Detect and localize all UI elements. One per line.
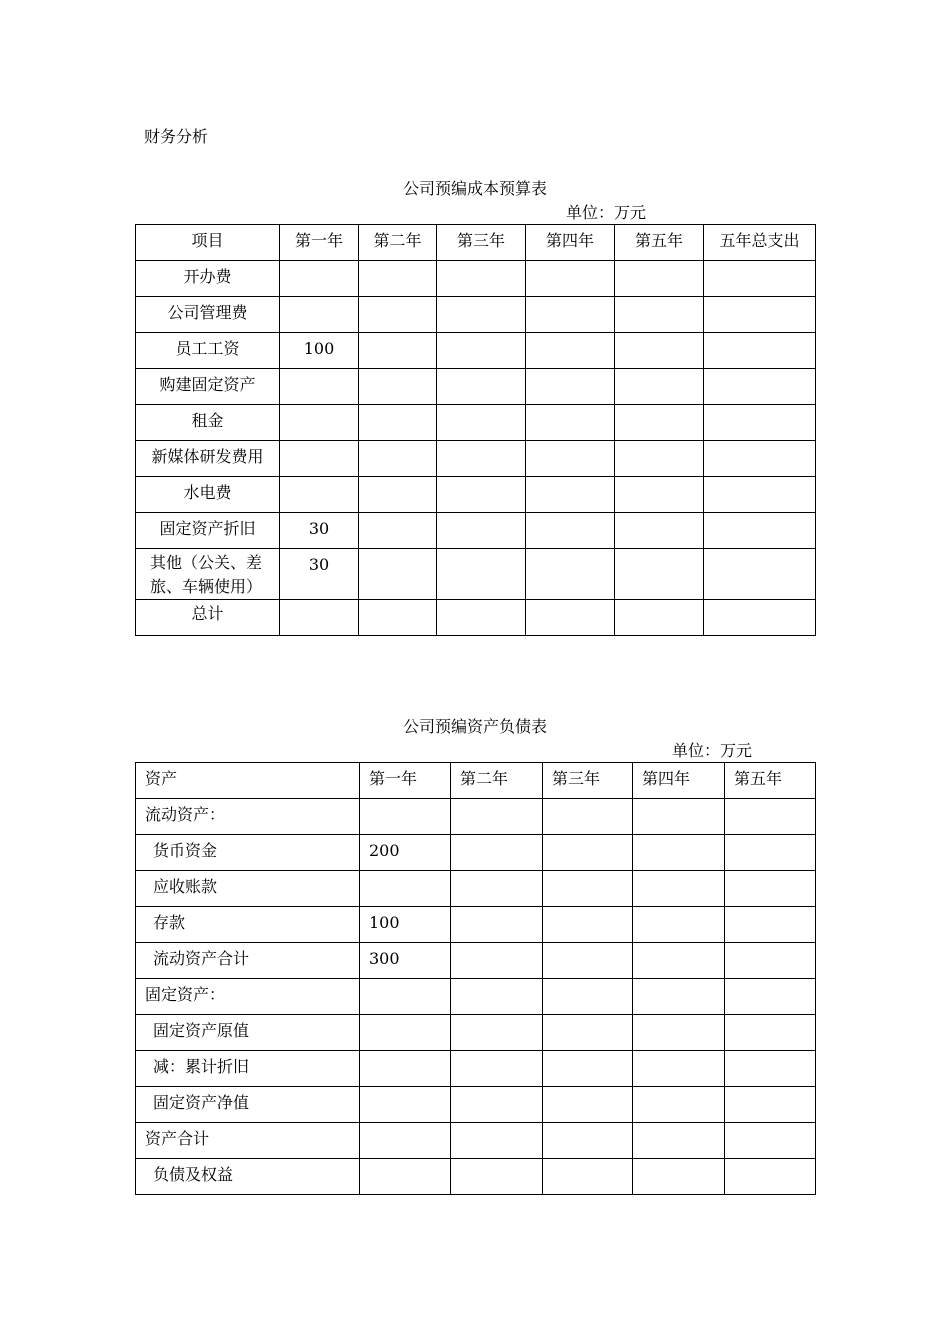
table-cell (543, 835, 633, 871)
table-cell (359, 477, 437, 513)
row-label: 购建固定资产 (136, 369, 280, 405)
table-cell (451, 1087, 543, 1123)
table-header-row (136, 763, 816, 799)
table-cell (526, 297, 615, 333)
row-label: 减：累计折旧 (136, 1051, 360, 1087)
table-cell (526, 600, 615, 636)
table-cell (359, 333, 437, 369)
table-cell (704, 477, 816, 513)
row-label: 固定资产折旧 (136, 513, 280, 549)
header-cell: 第二年 (451, 763, 543, 799)
table-cell (280, 297, 359, 333)
table-cell (526, 477, 615, 513)
table-row (136, 835, 816, 871)
table-cell (359, 369, 437, 405)
table-cell (543, 1123, 633, 1159)
table-cell (543, 799, 633, 835)
table-cell (280, 405, 359, 441)
row-label: 流动资产： (136, 799, 360, 835)
cost-budget-table (135, 224, 816, 636)
table-cell (437, 441, 526, 477)
table-row (136, 1159, 816, 1195)
table-cell (633, 1051, 725, 1087)
row-label: 公司管理费 (136, 297, 280, 333)
table-row (136, 1123, 816, 1159)
table-row (136, 600, 816, 636)
table-cell (543, 943, 633, 979)
table-cell (526, 369, 615, 405)
table-cell (725, 1159, 816, 1195)
table-row (136, 513, 816, 549)
table-cell (280, 369, 359, 405)
row-label: 开办费 (136, 261, 280, 297)
balance-sheet-table (135, 762, 816, 1195)
row-label: 货币资金 (136, 835, 360, 871)
table-row (136, 799, 816, 835)
table-cell: 300 (360, 943, 451, 979)
table-cell (615, 549, 704, 600)
table-row (136, 979, 816, 1015)
table-cell (451, 907, 543, 943)
table-cell (543, 979, 633, 1015)
header-cell: 第二年 (359, 225, 437, 261)
table-cell (725, 907, 816, 943)
table-cell (615, 369, 704, 405)
header-cell: 项目 (136, 225, 280, 261)
table-cell (359, 549, 437, 600)
table-cell (615, 405, 704, 441)
table-row (136, 907, 816, 943)
table-cell (704, 261, 816, 297)
table-row (136, 1051, 816, 1087)
table-cell (437, 405, 526, 441)
table-cell (451, 1123, 543, 1159)
table-row (136, 1015, 816, 1051)
header-cell: 资产 (136, 763, 360, 799)
table-cell (704, 600, 816, 636)
table-cell (359, 513, 437, 549)
table-row (136, 1087, 816, 1123)
table-cell (543, 871, 633, 907)
table-cell (437, 333, 526, 369)
table-cell (725, 979, 816, 1015)
table-cell (615, 297, 704, 333)
table-cell (451, 1159, 543, 1195)
table-cell (704, 513, 816, 549)
table-cell (360, 1051, 451, 1087)
table-row (136, 871, 816, 907)
table-cell (543, 907, 633, 943)
table-cell (360, 1087, 451, 1123)
table-cell: 30 (280, 513, 359, 549)
table-cell (725, 943, 816, 979)
table-row (136, 549, 816, 600)
table-cell (359, 297, 437, 333)
table-cell (526, 549, 615, 600)
table-row (136, 333, 816, 369)
table-cell (451, 871, 543, 907)
table-cell (451, 835, 543, 871)
table-cell (725, 1051, 816, 1087)
row-label: 总计 (136, 600, 280, 636)
table-cell (615, 600, 704, 636)
table-cell (280, 441, 359, 477)
table-cell (360, 1159, 451, 1195)
table-cell (280, 261, 359, 297)
table-cell (360, 1015, 451, 1051)
table-cell (526, 405, 615, 441)
balance-table-unit: 单位：万元 (672, 741, 753, 760)
row-label: 员工工资 (136, 333, 280, 369)
table-cell (725, 1123, 816, 1159)
table-cell: 100 (360, 907, 451, 943)
header-cell: 第五年 (615, 225, 704, 261)
table-cell (704, 297, 816, 333)
row-label: 其他（公关、差旅、车辆使用） (136, 549, 280, 600)
header-cell: 第四年 (633, 763, 725, 799)
table-cell (280, 600, 359, 636)
table-cell (437, 549, 526, 600)
table-row (136, 943, 816, 979)
table-cell (526, 513, 615, 549)
row-label: 负债及权益 (136, 1159, 360, 1195)
table-cell (633, 1087, 725, 1123)
table-cell (543, 1159, 633, 1195)
table-cell (704, 333, 816, 369)
header-cell: 第一年 (360, 763, 451, 799)
table-cell (359, 600, 437, 636)
table-cell (451, 799, 543, 835)
table-cell (704, 549, 816, 600)
table-cell (280, 477, 359, 513)
table-cell (633, 871, 725, 907)
table-cell (704, 441, 816, 477)
table-cell: 30 (280, 549, 359, 600)
table-cell (451, 1015, 543, 1051)
table-cell (526, 441, 615, 477)
table-cell (615, 441, 704, 477)
header-cell: 第四年 (526, 225, 615, 261)
table-cell (633, 835, 725, 871)
table-cell: 100 (280, 333, 359, 369)
header-cell: 第一年 (280, 225, 359, 261)
table-cell (359, 441, 437, 477)
table-cell (633, 979, 725, 1015)
table-cell (360, 799, 451, 835)
table-cell (543, 1051, 633, 1087)
table-cell (725, 1087, 816, 1123)
table-cell: 200 (360, 835, 451, 871)
row-label: 流动资产合计 (136, 943, 360, 979)
table-cell (543, 1087, 633, 1123)
table-cell (526, 261, 615, 297)
header-cell: 第三年 (543, 763, 633, 799)
table-cell (451, 1051, 543, 1087)
row-label: 固定资产净值 (136, 1087, 360, 1123)
header-cell: 五年总支出 (704, 225, 816, 261)
balance-table-title: 公司预编资产负债表 (402, 717, 547, 736)
table-row (136, 477, 816, 513)
table-row (136, 369, 816, 405)
table-cell (360, 979, 451, 1015)
table-cell (725, 835, 816, 871)
document-heading: 财务分析 (144, 127, 209, 146)
table-cell (360, 1123, 451, 1159)
row-label: 新媒体研发费用 (136, 441, 280, 477)
table-cell (704, 369, 816, 405)
cost-table-title: 公司预编成本预算表 (402, 179, 547, 198)
row-label: 应收账款 (136, 871, 360, 907)
cost-table-unit: 单位：万元 (566, 203, 647, 222)
table-cell (437, 369, 526, 405)
table-cell (437, 600, 526, 636)
row-label: 水电费 (136, 477, 280, 513)
table-cell (633, 1015, 725, 1051)
table-cell (543, 1015, 633, 1051)
table-cell (451, 943, 543, 979)
table-cell (615, 261, 704, 297)
table-cell (615, 333, 704, 369)
table-cell (725, 799, 816, 835)
table-cell (633, 1159, 725, 1195)
table-row (136, 405, 816, 441)
table-cell (615, 513, 704, 549)
row-label: 租金 (136, 405, 280, 441)
table-cell (633, 1123, 725, 1159)
table-cell (633, 799, 725, 835)
table-row (136, 297, 816, 333)
table-cell (725, 1015, 816, 1051)
table-cell (633, 907, 725, 943)
table-row (136, 261, 816, 297)
table-cell (633, 943, 725, 979)
table-cell (359, 405, 437, 441)
table-cell (437, 513, 526, 549)
table-cell (704, 405, 816, 441)
row-label: 资产合计 (136, 1123, 360, 1159)
table-cell (526, 333, 615, 369)
row-label: 存款 (136, 907, 360, 943)
table-header-row (136, 225, 816, 261)
table-cell (615, 477, 704, 513)
row-label: 固定资产原值 (136, 1015, 360, 1051)
table-cell (437, 297, 526, 333)
table-cell (437, 477, 526, 513)
table-cell (437, 261, 526, 297)
table-cell (451, 979, 543, 1015)
row-label: 固定资产： (136, 979, 360, 1015)
table-cell (360, 871, 451, 907)
header-cell: 第三年 (437, 225, 526, 261)
header-cell: 第五年 (725, 763, 816, 799)
table-row (136, 441, 816, 477)
table-cell (359, 261, 437, 297)
table-cell (725, 871, 816, 907)
